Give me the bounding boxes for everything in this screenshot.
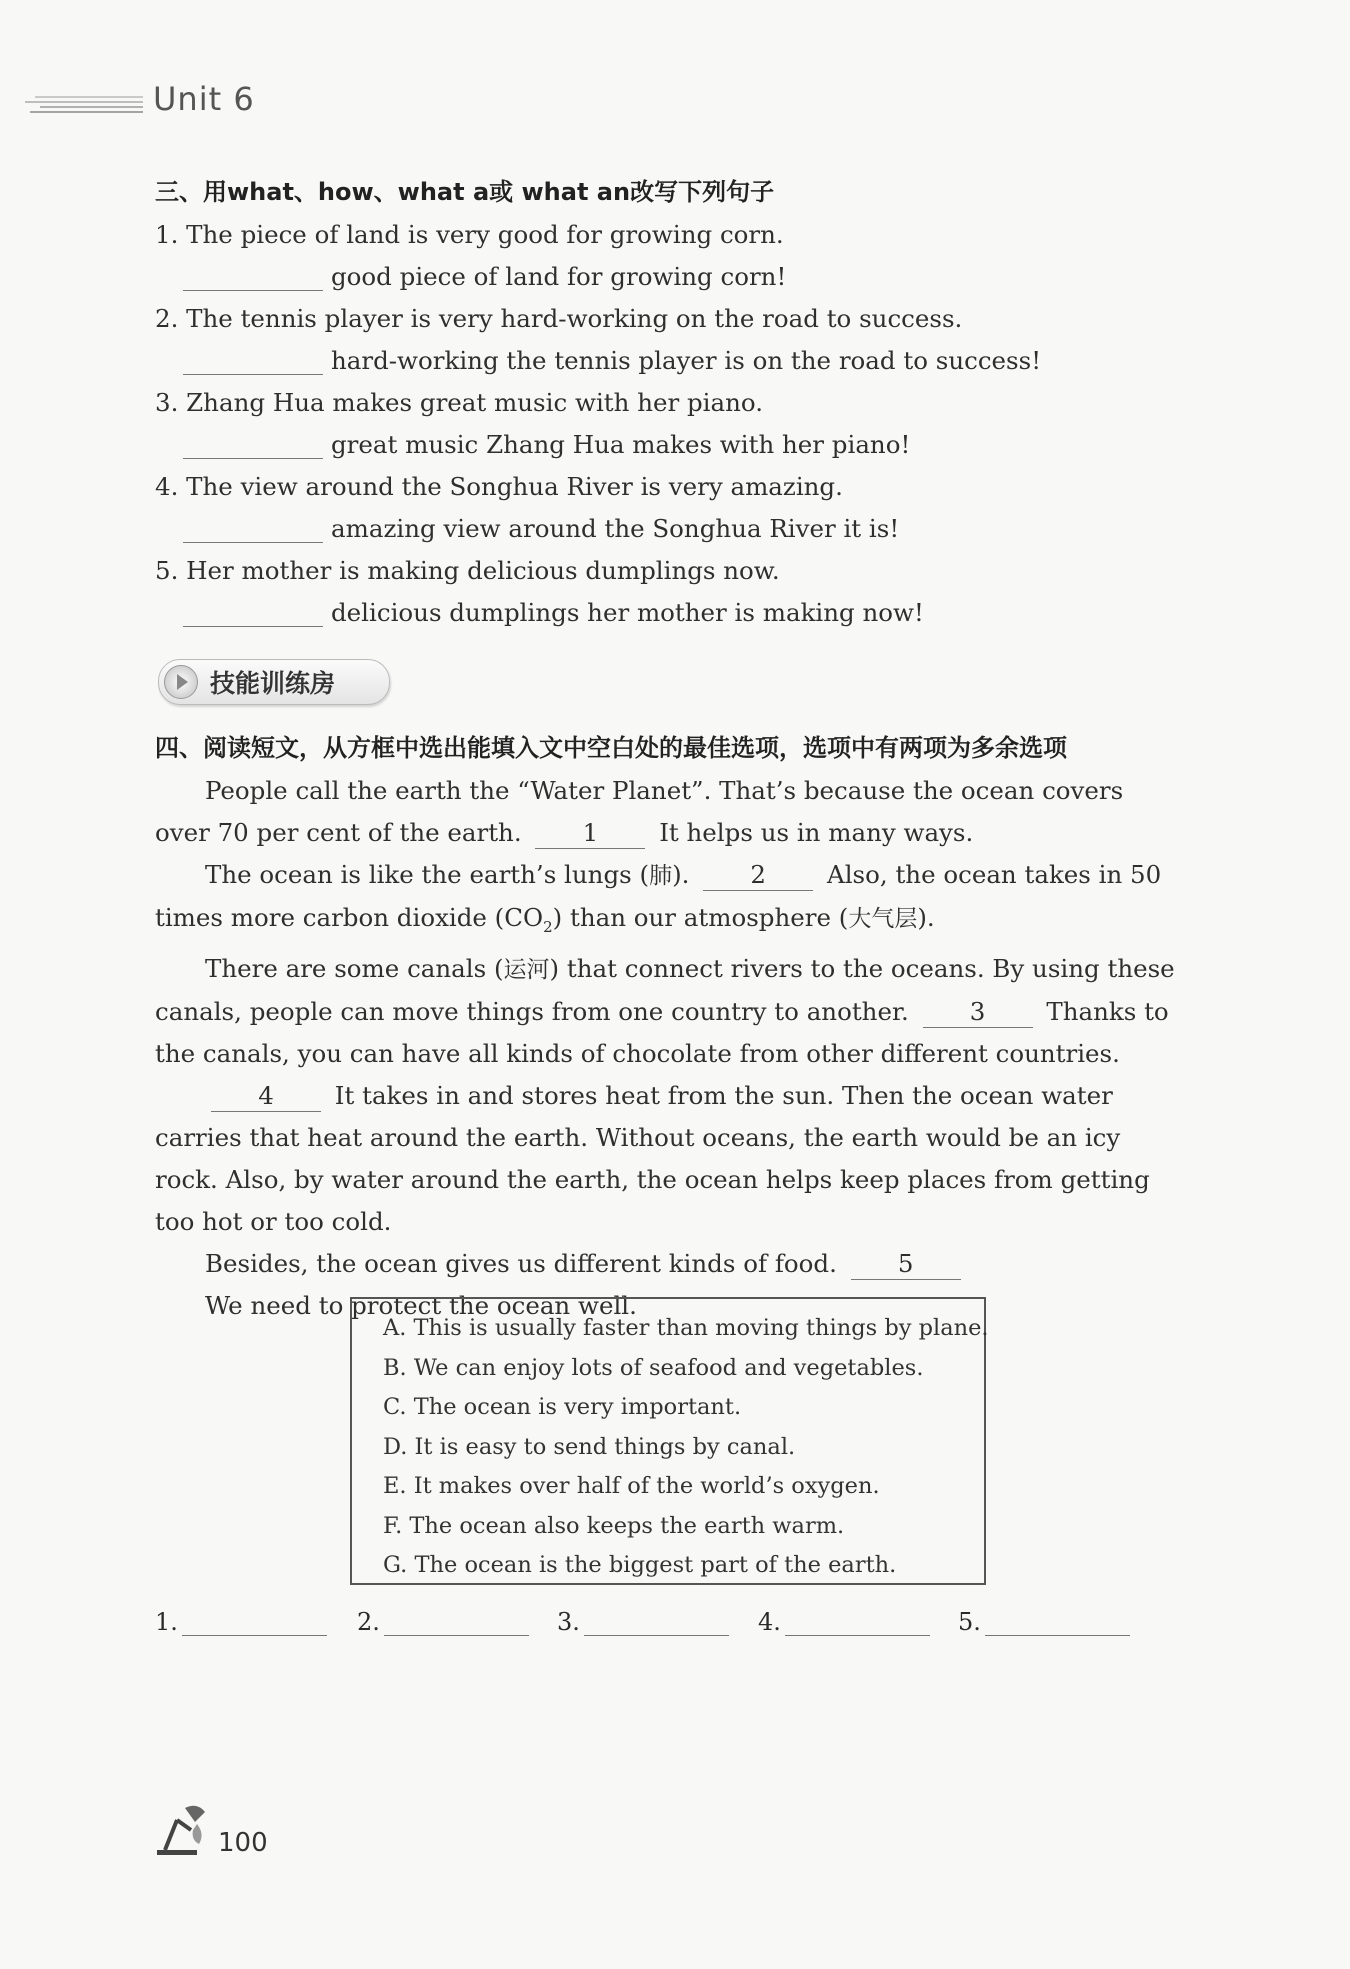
skills-training-banner (158, 656, 393, 708)
rewrite-exercise-list (155, 214, 1185, 634)
answer-row (155, 1608, 1155, 1648)
question-1: 1. The piece of land is very good for growing corn. (155, 220, 784, 249)
answer-slot-1 (155, 1608, 327, 1636)
answer-label-2: 2. (357, 1608, 380, 1636)
answer-blank-3[interactable] (183, 432, 323, 459)
answer-field-2[interactable] (384, 1609, 529, 1636)
options-box (350, 1297, 989, 1585)
answer-slot-2 (357, 1608, 529, 1636)
answer-line-4 (155, 508, 1185, 550)
question-5: 5. Her mother is making delicious dumplings now. (155, 556, 780, 585)
co2-subscript: 2 (543, 917, 553, 936)
answer-rest-4: amazing view around the Songhua River it is! (331, 514, 900, 543)
answer-label-1: 1. (155, 1608, 178, 1636)
p2-atmosphere-chinese: 大气层 (848, 906, 918, 932)
question-2: 2. The tennis player is very hard-working on the road to success. (155, 304, 963, 333)
answer-rest-2: hard-working the tennis player is on the road to success! (331, 346, 1042, 375)
answer-label-4: 4. (758, 1608, 781, 1636)
p2-lungs-chinese: 肺 (649, 863, 673, 889)
passage-blank-4[interactable]: 4 (211, 1081, 321, 1112)
option-g: G. The ocean is the biggest part of the earth. (383, 1552, 897, 1578)
p2-text-a: The ocean is like the earth’s lungs ( (205, 860, 650, 889)
answer-line-2 (155, 340, 1185, 382)
answer-field-5[interactable] (985, 1609, 1130, 1636)
answer-slot-3 (557, 1608, 729, 1636)
answer-label-5: 5. (958, 1608, 981, 1636)
passage-paragraph-3 (155, 948, 1185, 1075)
banner-label: 技能训练房 (210, 669, 336, 698)
passage-paragraph-6: We need to protect the ocean well. (205, 1290, 637, 1320)
unit-title: Unit 6 (153, 80, 255, 118)
p1-text-a: People call the earth the “Water Planet”. That’s because the ocean covers over 70 per cent of the earth. (155, 776, 1124, 847)
passage-blank-2[interactable]: 2 (703, 860, 813, 891)
answer-blank-5[interactable] (183, 600, 323, 627)
passage-paragraph-5 (155, 1243, 1185, 1285)
answer-rest-5: delicious dumplings her mother is making now! (331, 598, 924, 627)
option-d: D. It is easy to send things by canal. (383, 1433, 796, 1460)
option-e: E. It makes over half of the world’s oxygen. (383, 1473, 880, 1499)
main-content (155, 170, 1185, 1327)
answer-rest-3: great music Zhang Hua makes with her piano! (331, 430, 911, 459)
section3-heading: 三、用what、how、what a或 what an改写下列句子 (155, 178, 775, 206)
p3-canal-chinese: 运河 (503, 956, 550, 983)
lamp-icon (155, 1800, 213, 1858)
p2-text-e: ). (917, 903, 935, 932)
passage-paragraph-1 (155, 770, 1185, 854)
answer-field-3[interactable] (584, 1609, 729, 1636)
p3-text-c: Thanks to the canals, you can have all kinds of chocolate from other different countries. (155, 996, 1169, 1068)
p4-text: It takes in and stores heat from the sun. Then the ocean water carries that heat around the earth. Without oceans, the earth would be an icy rock. Also, by water around the earth, the ocean helps keep places from getting too hot or too cold. (155, 1080, 1150, 1236)
answer-field-1[interactable] (182, 1609, 327, 1636)
play-icon (164, 665, 198, 699)
option-f: F. The ocean also keeps the earth warm. (383, 1512, 845, 1539)
p2-text-c: Also, the ocean takes in 50 times more carbon dioxide (CO (155, 860, 1162, 932)
passage-paragraph-4 (155, 1075, 1185, 1243)
option-c: C. The ocean is very important. (383, 1394, 742, 1420)
p1-text-b: It helps us in many ways. (659, 818, 974, 847)
answer-blank-2[interactable] (183, 348, 323, 375)
option-a: A. This is usually faster than moving things by plane. (383, 1315, 989, 1341)
answer-slot-4 (758, 1608, 930, 1636)
passage-paragraph-2 (155, 854, 1185, 948)
page-number: 100 (218, 1828, 268, 1858)
answer-slot-5 (958, 1608, 1130, 1636)
p5-text: Besides, the ocean gives us different kinds of food. (205, 1248, 837, 1278)
answer-field-4[interactable] (785, 1609, 930, 1636)
p2-text-d: ) than our atmosphere ( (552, 903, 849, 932)
answer-blank-1[interactable] (183, 264, 323, 291)
header-decoration-lines (25, 95, 143, 117)
answer-line-5 (155, 592, 1185, 634)
p3-text-a: There are some canals ( (205, 953, 504, 983)
option-b: B. We can enjoy lots of seafood and vegetables. (383, 1354, 924, 1381)
answer-label-3: 3. (557, 1608, 580, 1636)
question-4: 4. The view around the Songhua River is very amazing. (155, 472, 843, 501)
question-3: 3. Zhang Hua makes great music with her piano. (155, 388, 763, 417)
answer-line-3 (155, 424, 1185, 466)
passage-blank-3[interactable]: 3 (923, 997, 1033, 1028)
passage-blank-5[interactable]: 5 (851, 1249, 961, 1280)
section4-heading: 四、阅读短文，从方框中选出能填入文中空白处的最佳选项，选项中有两项为多余选项 (155, 734, 1067, 762)
passage-blank-1[interactable]: 1 (535, 818, 645, 849)
p3-text-b: ) that connect rivers to the oceans. By using these canals, people can move things from one country to another. (155, 953, 1175, 1026)
p2-text-b: ). (672, 860, 690, 889)
answer-line-1 (155, 256, 1185, 298)
answer-blank-4[interactable] (183, 516, 323, 543)
answer-rest-1: good piece of land for growing corn! (331, 262, 787, 291)
